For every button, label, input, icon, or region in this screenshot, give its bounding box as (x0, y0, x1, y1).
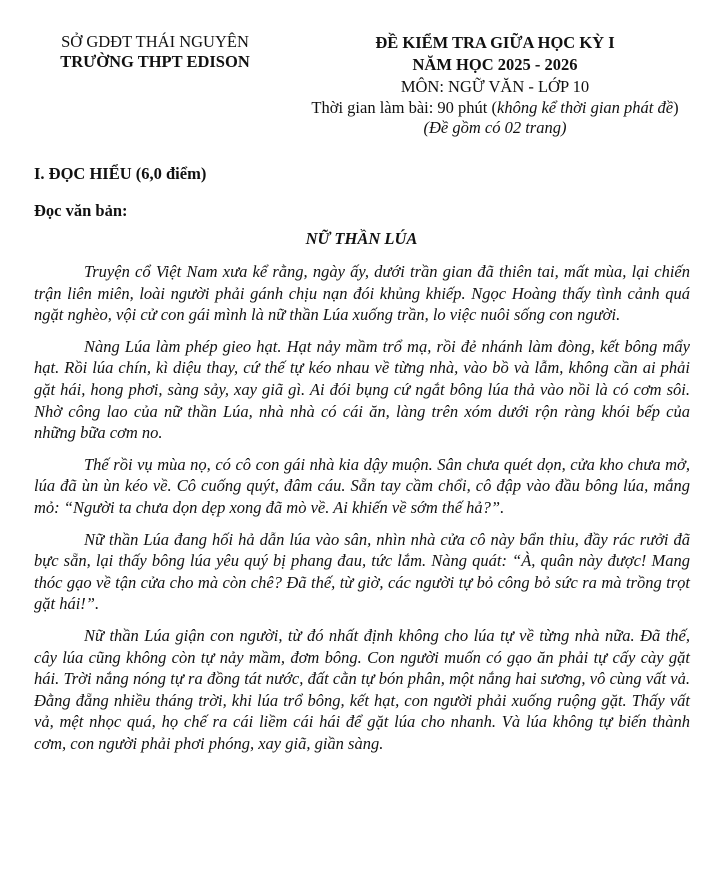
header-left (20, 32, 290, 72)
pages-note: (Đề gồm có 02 trang) (423, 118, 567, 137)
story-title: NỮ THẦN LÚA (305, 229, 418, 248)
school-year: NĂM HỌC 2025 - 2026 (412, 55, 578, 74)
reading-instruction: Đọc văn bản: (34, 201, 128, 220)
time-line (275, 98, 715, 118)
time-close: ) (673, 98, 679, 117)
story-paragraph: Truyện cổ Việt Nam xưa kể rằng, ngày ấy, dưới trần gian đã thiên tai, mất mùa, lại chiến trận liên miên, loài người phải gánh chịu nạn đói khủng khiếp. Ngọc Hoàng thấy tình cảnh quá ngặt nghèo, vội cử con gái mình là nữ thần Lúa xuống trần, lo việc nuôi sống con người. (34, 262, 690, 325)
time-label: Thời gian làm bài: 90 phút ( (311, 98, 498, 117)
subject-line: MÔN: NGỮ VĂN - LỚP 10 (400, 77, 590, 96)
department-name: SỞ GDĐT THÁI NGUYÊN (61, 32, 249, 51)
story-paragraph: Nữ thần Lúa giận con người, từ đó nhất định không cho lúa tự về từng nhà nữa. Đã thế, cây lúa cũng không còn tự nảy mầm, đơm bông. Con người muốn có gạo ăn phải tự cấy cày gặt hái. Trời nắng nóng tự ra đồng tát nước, đất cằn tự bón phân, một nắng hai sương, vô cùng vất vả. Đằng đẵng nhiều tháng trời, khi lúa trổ bông, kết hạt, con người phải xuống ruộng gặt. Thấy vất vả, mệt nhọc quá, họ chế ra cái liềm cái hái để gặt lúa cho nhanh. Và lúa không tự biến thành cơm, con người phải phơi phóng, xay giã, giần sàng. (34, 625, 690, 753)
section-heading: I. ĐỌC HIỂU (6,0 điểm) (34, 164, 207, 183)
story-paragraph: Nữ thần Lúa đang hối hả dẫn lúa vào sân, nhìn nhà cửa cô này bẩn thỉu, đầy rác rưởi đã bực sẵn, lại thấy bông lúa yêu quý bị phang đau, tức lắm. Nàng quát: “À, quân này được! Mang thóc gạo về tận cửa cho mà còn chê? Đã thế, từ giờ, các người tự bỏ công bỏ sức ra mà trồng trọt gặt hái!”. (34, 529, 690, 614)
story-paragraph: Thế rồi vụ mùa nọ, có cô con gái nhà kia dậy muộn. Sân chưa quét dọn, cửa kho chưa mở, lúa đã ùn ùn kéo về. Cô cuống quýt, đâm cáu. Sẵn tay cầm chổi, cô đập vào đầu bông lúa, mắng mỏ: “Người ta chưa dọn dẹp xong đã mò về. Ai khiến về sớm thế hả?”. (34, 454, 690, 517)
story-paragraph: Nàng Lúa làm phép gieo hạt. Hạt nảy mầm trổ mạ, rồi đẻ nhánh làm đòng, kết bông mẩy hạt. Rồi lúa chín, kì diệu thay, cứ thế tự kéo nhau về từng nhà, vào bồ và lẫm, không cần ai phải gặt hái, hong phơi, sàng sảy, xay giã gì. Ai đói bụng cứ ngắt bông lúa thả vào nồi là có cơm sôi. Nhờ công lao của nữ thần Lúa, nhà nhà có cái ăn, làng trên xóm dưới rộn ràng khói bếp của những bữa cơm no. (34, 336, 690, 443)
school-name: TRƯỜNG THPT EDISON (60, 52, 250, 71)
header-right (275, 32, 715, 137)
exam-title: ĐỀ KIỂM TRA GIỮA HỌC KỲ I (375, 33, 615, 52)
story-body (34, 261, 690, 764)
time-note: không kể thời gian phát đề (497, 98, 674, 117)
